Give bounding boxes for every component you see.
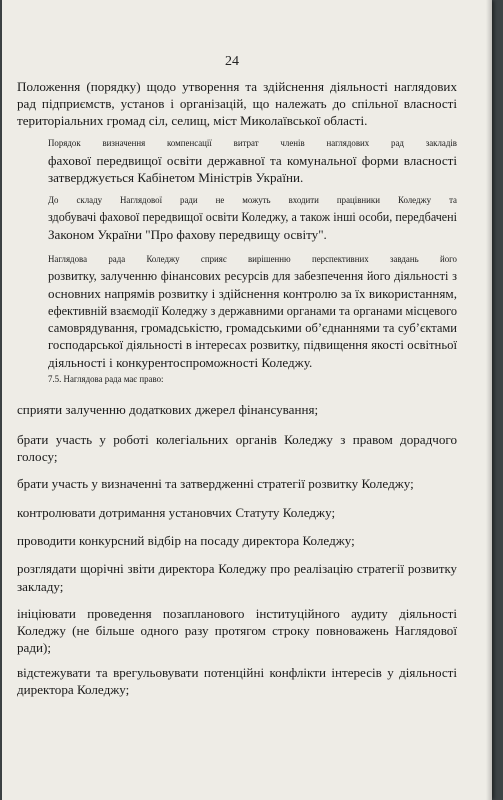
text-line: ради);	[17, 640, 52, 656]
text-line: закладу;	[17, 579, 64, 595]
text-line: проводити конкурсний відбір на посаду директора Коледжу;	[17, 533, 355, 548]
text-line: брати участь у роботі колегіальних органів Коледжу з правом дорадчого	[17, 432, 457, 447]
list-item	[17, 401, 457, 418]
text-line: розвитку, залученню фінансових ресурсів для забезпечення його діяльності з	[48, 269, 457, 284]
text-line: Наглядова рада Коледжу сприяє вирішенню перспективних завдань його	[48, 254, 457, 264]
text-line: Порядок визначення компенсації витрат членів наглядових рад закладів	[48, 138, 457, 148]
page-number: 24	[225, 54, 239, 69]
list-item	[17, 475, 457, 492]
text-line: діяльності і конкурентоспроможності Коледжу.	[48, 355, 313, 371]
text-line: голосу;	[17, 449, 58, 465]
text-line: рад підприємств, установ і організацій, що належать до спільної власності	[17, 96, 457, 112]
text-line: ефективній взаємодії Коледжу з державними органами та органами місцевого	[48, 303, 457, 318]
text-line: сприяти залученню додаткових джерел фінансування;	[17, 402, 319, 417]
paragraph-board-composition	[17, 192, 457, 244]
paragraph-board-purpose	[17, 251, 457, 371]
text-line: контролювати дотримання установчих Статуту Коледжу;	[17, 505, 336, 520]
text-line: розглядати щорічні звіти директора Коледжу про реалізацію стратегії розвитку	[17, 562, 457, 576]
text-line: затверджується Кабінетом Міністрів України.	[48, 170, 304, 186]
list-item	[17, 431, 457, 465]
paragraph-compensation	[17, 135, 457, 187]
section-heading-7-5	[17, 371, 457, 388]
list-item	[17, 532, 457, 549]
text-line: фахової передвищої освіти державної та комунальної форми власності	[48, 153, 457, 169]
list-item	[17, 561, 457, 595]
text-line: директора Коледжу;	[17, 682, 130, 698]
document-page	[2, 0, 492, 800]
text-line: територіальних громад сіл, селищ, міст Миколаївської області.	[17, 113, 368, 129]
paragraph-regulation-reference	[17, 78, 457, 130]
text-line: Положення (порядку) щодо утворення та здійснення діяльності наглядових	[17, 79, 457, 94]
text-line: 7.5. Наглядова рада має право:	[48, 374, 164, 384]
text-line: основних напрямів розвитку і здійснення контролю за їх використанням,	[48, 286, 457, 302]
text-line: здобувачі фахової передвищої освіти Коледжу, а також інші особи, передбачені	[48, 210, 457, 225]
text-line: Коледжу (не більше одного разу протягом строку повноважень Наглядової	[17, 623, 457, 639]
text-line: До складу Наглядової ради не можуть входити працівники Коледжу та	[48, 195, 457, 205]
text-line: господарської діяльності в інтересах розвитку, підвищення якості освітньої	[48, 338, 457, 353]
list-item	[17, 605, 457, 657]
list-item	[17, 664, 457, 698]
list-item	[17, 504, 457, 521]
text-line: брати участь у визначенні та затвердженні стратегії розвитку Коледжу;	[17, 476, 414, 491]
text-line: ініціювати проведення позапланового інституційного аудиту діяльності	[17, 606, 457, 621]
text-line: відстежувати та врегульовувати потенційні конфлікти інтересів у діяльності	[17, 665, 457, 680]
text-line: Законом України "Про фахову передвищу освіту".	[48, 227, 327, 243]
text-line: самоврядування, громадськістю, громадськими об’єднаннями та суб’єктами	[48, 320, 457, 335]
